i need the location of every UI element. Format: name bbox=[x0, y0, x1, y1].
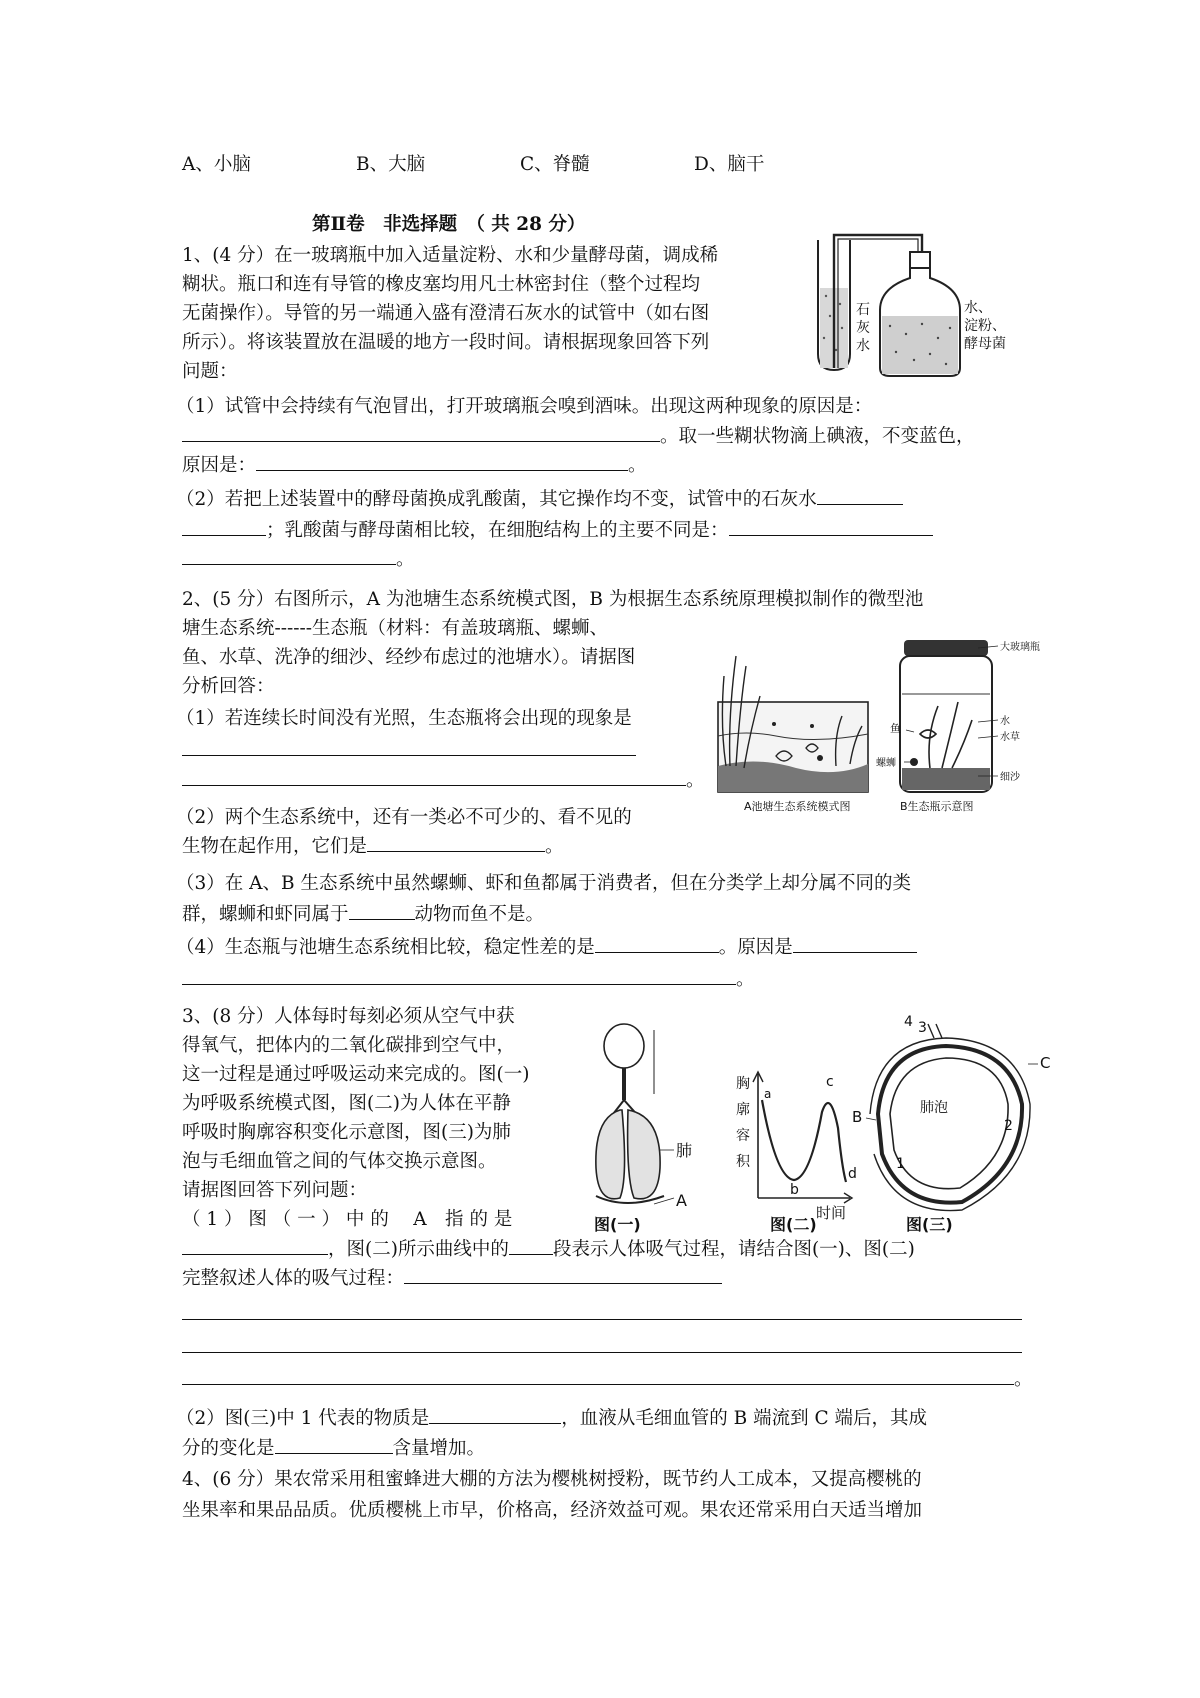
answer-blank[interactable] bbox=[182, 966, 736, 985]
q3-line-3: 这一过程是通过呼吸运动来完成的。图(一) bbox=[182, 1064, 530, 1085]
num-3: 3 bbox=[918, 1020, 927, 1036]
q3-line-2: 得氧气，把体内的二氧化碳排到空气中， bbox=[182, 1035, 516, 1056]
q2-sub1-line-2 bbox=[182, 737, 636, 764]
q1-sub2-line-3: 。 bbox=[182, 546, 415, 573]
q2-line-3: 鱼、水草、洗净的细沙、经纱布虑过的池塘水）。请据图 bbox=[182, 647, 636, 668]
q1-sub1-line-2: 。取一些糊状物滴上碘液，不变蓝色， bbox=[182, 423, 975, 450]
num-4: 4 bbox=[904, 1014, 913, 1030]
q3-answer-line-1 bbox=[182, 1301, 1022, 1328]
q3-line-7: 请据图回答下列问题： bbox=[182, 1180, 368, 1201]
option-c: C、脊髓 bbox=[520, 154, 590, 175]
option-b: B、大脑 bbox=[356, 154, 426, 175]
end-b: B bbox=[852, 1108, 863, 1126]
answer-blank[interactable] bbox=[256, 452, 628, 471]
respiratory-system-diagram bbox=[594, 1024, 692, 1234]
label-water: 水 bbox=[1000, 716, 1010, 727]
caption-fig1: 图(一) bbox=[594, 1215, 641, 1234]
q3-line-4: 为呼吸系统模式图，图(二)为人体在平静 bbox=[182, 1093, 511, 1114]
tube-label-1: 石 bbox=[856, 302, 870, 318]
label-snail: 螺蛳 bbox=[876, 758, 896, 769]
point-b: b bbox=[790, 1182, 799, 1198]
alveolus-diagram bbox=[852, 1014, 1050, 1234]
yaxis-3: 容 bbox=[736, 1128, 750, 1144]
answer-blank[interactable] bbox=[182, 546, 396, 565]
answer-blank[interactable] bbox=[404, 1265, 722, 1284]
q3-answer-line-3: 。 bbox=[182, 1366, 1033, 1393]
section-title: 第Ⅱ卷 非选择题 （ 共 28 分） bbox=[312, 214, 586, 235]
q2-line-2: 塘生态系统------生态瓶（材料：有盖玻璃瓶、螺蛳、 bbox=[182, 618, 609, 639]
q1-line-4: 所示）。将该装置放在温暖的地方一段时间。请根据现象回答下列 bbox=[182, 332, 710, 353]
answer-blank[interactable] bbox=[182, 1366, 1014, 1385]
q3-sub2-line-1: （2）图(三)中 1 代表的物质是 ，血液从毛细血管的 B 端流到 C 端后，其成 bbox=[176, 1405, 927, 1432]
tube-label-3: 水 bbox=[856, 338, 870, 354]
option-d: D、脑干 bbox=[694, 154, 765, 175]
yaxis-1: 胸 bbox=[736, 1076, 750, 1092]
lung-label: 肺 bbox=[676, 1141, 693, 1160]
q2-line-1: 2、(5 分）右图所示，A 为池塘生态系统模式图，B 为根据生态系统原理模拟制作的微型池 bbox=[182, 589, 924, 610]
q1-line-1: 1、(4 分）在一玻璃瓶中加入适量淀粉、水和少量酵母菌，调成稀 bbox=[182, 245, 719, 266]
fermentation-apparatus-figure bbox=[810, 230, 1010, 380]
chest-volume-chart bbox=[736, 1072, 857, 1234]
label-waterweed: 水草 bbox=[1000, 732, 1020, 743]
point-d: d bbox=[848, 1166, 857, 1182]
q1-sub1-line-1: （1）试管中会持续有气泡冒出，打开玻璃瓶会嗅到酒味。出现这两种现象的原因是： bbox=[176, 396, 873, 417]
q2-sub1-line-1: （1）若连续长时间没有光照，生态瓶将会出现的现象是 bbox=[176, 708, 632, 729]
q2-sub1-line-3: 。 bbox=[182, 767, 705, 794]
tube-label-2: 灰 bbox=[856, 320, 870, 336]
q3-sub2-line-2: 分的变化是 含量增加。 bbox=[182, 1435, 485, 1462]
yaxis-2: 廓 bbox=[736, 1102, 750, 1118]
caption-fig3: 图(三) bbox=[906, 1215, 953, 1234]
q3-line-8: （ 1 ） 图 （ 一 ） 中 的 A 指 的 是 bbox=[182, 1209, 513, 1230]
q3-line-5: 呼吸时胸廓容积变化示意图，图(三)为肺 bbox=[182, 1122, 511, 1143]
q3-answer-line-2 bbox=[182, 1334, 1022, 1361]
answer-blank[interactable] bbox=[793, 934, 917, 953]
num-2: 2 bbox=[1004, 1118, 1013, 1134]
caption-a: A池塘生态系统模式图 bbox=[744, 800, 851, 813]
q3-line-1: 3、(8 分）人体每时每刻必须从空气中获 bbox=[182, 1006, 515, 1027]
alveolus-label: 肺泡 bbox=[920, 1100, 948, 1116]
q2-sub2-line-1: （2）两个生态系统中，还有一类必不可少的、看不见的 bbox=[176, 807, 632, 828]
q2-sub4-line-1: （4）生态瓶与池塘生态系统相比较，稳定性差的是 。原因是 bbox=[176, 934, 917, 961]
q2-sub3-line-1: （3）在 A、B 生态系统中虽然螺蛳、虾和鱼都属于消费者，但在分类学上却分属不同的类 bbox=[176, 873, 911, 894]
end-c: C bbox=[1040, 1054, 1051, 1072]
q2-sub4-line-2: 。 bbox=[182, 966, 755, 993]
q2-sub3-line-2: 群，螺蛳和虾同属于 动物而鱼不是。 bbox=[182, 901, 544, 928]
q3-line-10: 完整叙述人体的吸气过程： bbox=[182, 1265, 722, 1292]
answer-blank[interactable] bbox=[182, 737, 636, 756]
respiration-figures bbox=[590, 1014, 1060, 1238]
q2-sub2-line-2: 生物在起作用，它们是 。 bbox=[182, 833, 564, 860]
a-label: A bbox=[676, 1191, 687, 1210]
num-1: 1 bbox=[896, 1156, 905, 1172]
answer-blank[interactable] bbox=[729, 517, 933, 536]
yaxis-4: 积 bbox=[736, 1154, 750, 1170]
q1-line-3: 无菌操作）。导管的另一端通入盛有澄清石灰水的试管中（如右图 bbox=[182, 303, 710, 324]
bottle-label-2: 淀粉、 bbox=[964, 318, 1006, 334]
answer-blank[interactable] bbox=[182, 517, 266, 536]
answer-blank[interactable] bbox=[509, 1236, 553, 1255]
answer-blank[interactable] bbox=[182, 1236, 328, 1255]
caption-fig2: 图(二) bbox=[770, 1215, 817, 1234]
q3-line-9: ，图(二)所示曲线中的 段表示人体吸气过程，请结合图(一)、图(二) bbox=[182, 1236, 915, 1263]
label-jar: 大玻璃瓶 bbox=[1000, 642, 1040, 653]
q1-sub1-line-3: 原因是： 。 bbox=[182, 452, 647, 479]
q4-line-2: 坐果率和果品品质。优质樱桃上市早，价格高，经济效益可观。果农还常采用白天适当增加 bbox=[182, 1500, 923, 1521]
xaxis-label: 时间 bbox=[816, 1204, 847, 1222]
answer-blank[interactable] bbox=[367, 833, 545, 852]
q3-line-6: 泡与毛细血管之间的气体交换示意图。 bbox=[182, 1151, 497, 1172]
ecosystem-figure bbox=[716, 636, 1040, 816]
answer-blank[interactable] bbox=[182, 1301, 1022, 1320]
q1-sub2-line-1: （2）若把上述装置中的酵母菌换成乳酸菌，其它操作均不变，试管中的石灰水 bbox=[176, 486, 903, 513]
label-fish: 鱼 bbox=[890, 722, 901, 735]
answer-blank[interactable] bbox=[349, 901, 415, 920]
answer-blank[interactable] bbox=[429, 1405, 561, 1424]
answer-blank[interactable] bbox=[182, 423, 660, 442]
q1-line-2: 糊状。瓶口和连有导管的橡皮塞均用凡士林密封住（整个过程均 bbox=[182, 274, 701, 295]
answer-blank[interactable] bbox=[275, 1435, 393, 1454]
label-sand: 细沙 bbox=[1000, 772, 1020, 783]
point-a: a bbox=[764, 1087, 772, 1101]
answer-blank[interactable] bbox=[182, 1334, 1022, 1353]
q4-line-1: 4、(6 分）果农常采用租蜜蜂进大棚的方法为樱桃树授粉，既节约人工成本，又提高樱桃的 bbox=[182, 1469, 922, 1490]
caption-b: B生态瓶示意图 bbox=[900, 800, 974, 813]
point-c: c bbox=[826, 1074, 834, 1090]
answer-blank[interactable] bbox=[182, 767, 686, 786]
answer-blank[interactable] bbox=[817, 486, 903, 505]
q1-sub2-line-2: ；乳酸菌与酵母菌相比较，在细胞结构上的主要不同是： bbox=[182, 517, 933, 544]
bottle-label-1: 水、 bbox=[964, 300, 992, 316]
bottle-label-3: 酵母菌 bbox=[964, 336, 1006, 352]
q1-line-5: 问题： bbox=[182, 361, 238, 382]
option-a: A、小脑 bbox=[182, 154, 251, 175]
answer-blank[interactable] bbox=[595, 934, 719, 953]
q2-line-4: 分析回答： bbox=[182, 676, 275, 697]
